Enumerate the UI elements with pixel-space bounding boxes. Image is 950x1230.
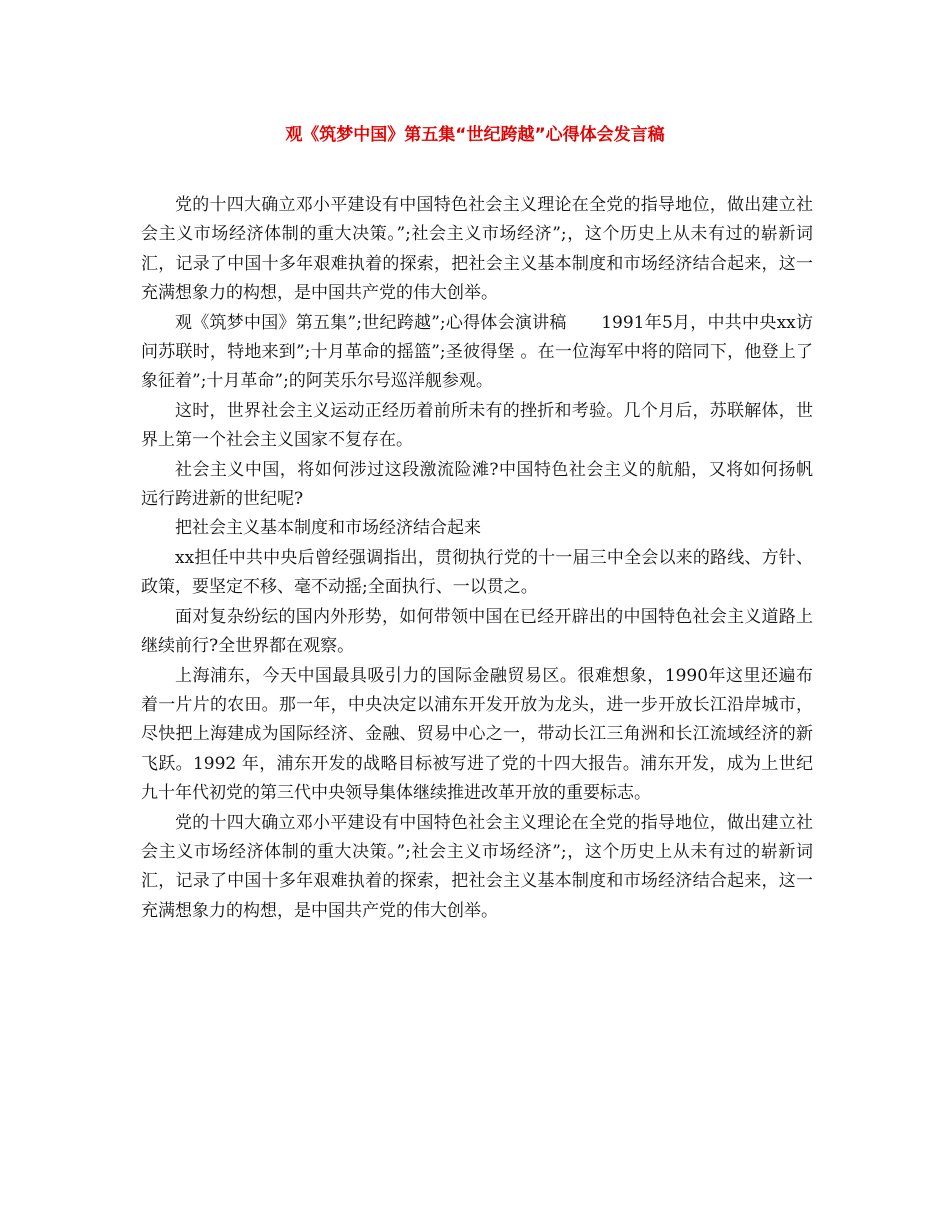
paragraph: 观《筑梦中国》第五集”;世纪跨越”;心得体会演讲稿 1991年5月，中共中央xx访问苏联时，特地来到”;十月革命的摇篮”;圣彼得堡 。在一位海军中将的陪同下，他登上了象征着”;十月革命”;的阿芙乐尔号巡洋舰参观。: [141, 312, 813, 392]
paragraph: 面对复杂纷纭的国内外形势，如何带领中国在已经开辟出的中国特色社会主义道路上继续前行?全世界都在观察。: [141, 606, 813, 657]
paragraph: 这时，世界社会主义运动正经历着前所未有的挫折和考验。几个月后，苏联解体，世界上第一个社会主义国家不复存在。: [141, 400, 813, 451]
paragraph: 党的十四大确立邓小平建设有中国特色社会主义理论在全党的指导地位，做出建立社会主义市场经济体制的重大决策。”;社会主义市场经济”;，这个历史上从未有过的崭新词汇，记录了中国十多年艰难执着的探索，把社会主义基本制度和市场经济结合起来，这一充满想象力的构想，是中国共产党的伟大创举。: [141, 812, 813, 921]
document-title: 观《筑梦中国》第五集“世纪跨越”心得体会发言稿: [285, 125, 665, 145]
paragraph: 社会主义中国，将如何涉过这段激流险滩?中国特色社会主义的航船，又将如何扬帆远行跨进新的世纪呢?: [141, 459, 813, 510]
paragraph: xx担任中共中央后曾经强调指出，贯彻执行党的十一届三中全会以来的路线、方针、政策，要坚定不移、毫不动摇;全面执行、一以贯之。: [141, 547, 813, 598]
paragraph: 上海浦东，今天中国最具吸引力的国际金融贸易区。很难想象，1990年这里还遍布着一片片的农田。那一年，中央决定以浦东开发开放为龙头，进一步开放长江沿岸城市，尽快把上海建成为国际经济、金融、贸易中心之一，带动长江三角洲和长江流域经济的新飞跃。1992 年，浦东开发的战略目标被写进了党的十四大报告。浦东开发，成为上世纪九十年代初党的第三代中央领导集体继续推进改革开放的重要标志。: [141, 665, 813, 804]
paragraph: 党的十四大确立邓小平建设有中国特色社会主义理论在全党的指导地位，做出建立社会主义市场经济体制的重大决策。”;社会主义市场经济”;，这个历史上从未有过的崭新词汇，记录了中国十多年艰难执着的探索，把社会主义基本制度和市场经济结合起来，这一充满想象力的构想，是中国共产党的伟大创举。: [141, 195, 813, 304]
section-subheading: 把社会主义基本制度和市场经济结合起来: [175, 518, 481, 539]
document-body: [141, 191, 813, 926]
